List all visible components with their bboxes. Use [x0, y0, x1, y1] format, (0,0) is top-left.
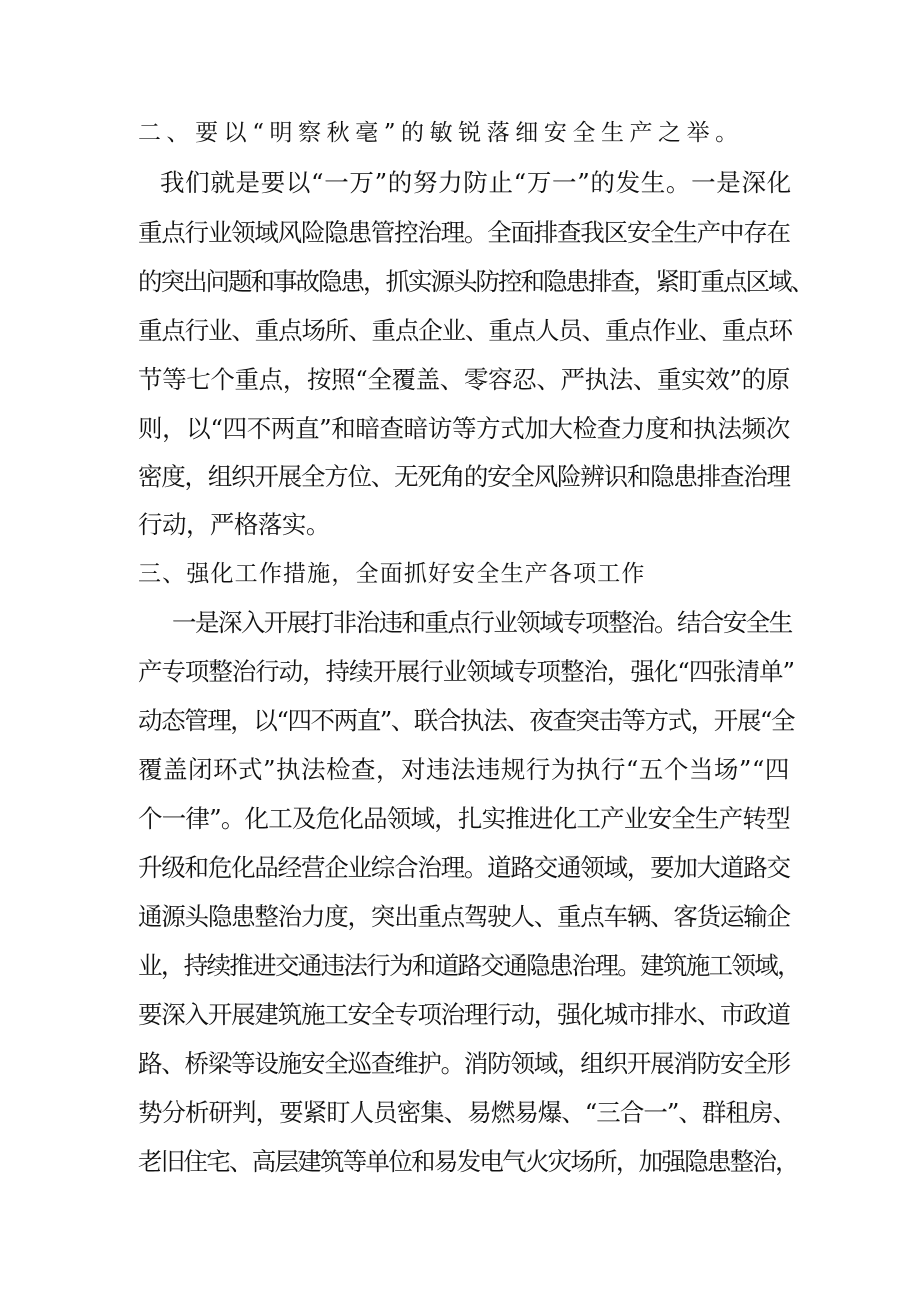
paragraph-line: 动态管理，以“四不两直”、联合执法、夜查突击等方式，开展“全: [138, 706, 795, 735]
paragraph-line: 行动，严格落实。: [138, 510, 330, 539]
paragraph-line: 通源头隐患整治力度，突出重点驾驶人、重点车辆、客货运输企: [138, 902, 790, 931]
paragraph-line: 业，持续推进交通违法行为和道路交通隐患治理。建筑施工领域，: [138, 951, 800, 980]
paragraph-line: 升级和危化品经营企业综合治理。道路交通领域，要加大道路交: [138, 853, 790, 882]
paragraph-line: 个一律”。化工及危化品领域，扎实推进化工产业安全生产转型: [138, 804, 790, 833]
paragraph-line: 产专项整治行动，持续开展行业领域专项整治，强化“四张清单”: [138, 657, 794, 686]
paragraph-line: 则，以“四不两直”和暗查暗访等方式加大检查力度和执法频次: [138, 414, 790, 443]
paragraph-line: 一是深入开展打非治违和重点行业领域专项整治。结合安全生: [172, 608, 792, 637]
paragraph-line: 的突出问题和事故隐患，抓实源头防控和隐患排查，紧盯重点区域、: [138, 267, 813, 296]
paragraph-line: 老旧住宅、高层建筑等单位和易发电气火灾场所，加强隐患整治，: [138, 1147, 798, 1176]
paragraph-line: 覆盖闭环式”执法检查，对违法违规行为执行“五个当场”“四: [138, 755, 790, 784]
paragraph-line: 路、桥梁等设施安全巡查维护。消防领域，组织开展消防安全形: [138, 1049, 790, 1078]
paragraph-line: 重点行业、重点场所、重点企业、重点人员、重点作业、重点环: [138, 316, 792, 345]
section-heading-3: 三、强化工作措施，全面抓好安全生产各项工作: [138, 561, 646, 587]
section-heading-2: 二、要以“明察秋毫”的敏锐落细安全生产之举。: [138, 120, 744, 146]
paragraph-line: 势分析研判，要紧盯人员密集、易燃易爆、“三合一”、群租房、: [138, 1098, 796, 1127]
paragraph-line: 要深入开展建筑施工安全专项治理行动，强化城市排水、市政道: [138, 1000, 790, 1029]
paragraph-line: 重点行业领域风险隐患管控治理。全面排查我区安全生产中存在: [138, 218, 790, 247]
paragraph-line: 我们就是要以“一万”的努力防止“万一”的发生。一是深化: [160, 168, 792, 197]
paragraph-line: 密度，组织开展全方位、无死角的安全风险辨识和隐患排查治理: [138, 462, 790, 491]
paragraph-line: 节等七个重点，按照“全覆盖、零容忍、严执法、重实效”的原: [138, 365, 790, 394]
